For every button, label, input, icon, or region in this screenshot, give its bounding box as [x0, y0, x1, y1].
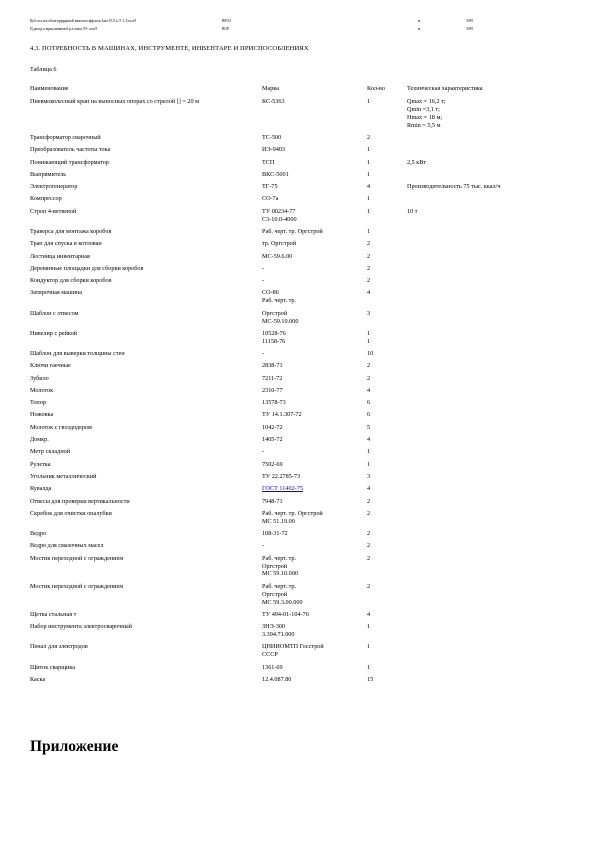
column-header-spec: Техническая характеристика — [407, 85, 483, 92]
cell-name: Трап для спуска в котлован — [30, 240, 102, 248]
cell-mark: ТУ 14.1.307-72 — [262, 411, 302, 419]
table-row — [30, 664, 570, 676]
cell-mark — [262, 485, 367, 497]
cell-name: Строп 4-ветвевой — [30, 207, 77, 215]
table-row — [30, 330, 570, 350]
cell-name: Компрессор — [30, 195, 62, 203]
cell-spec — [407, 436, 570, 448]
cell-qty: 1 — [367, 448, 371, 456]
cell-qty: 6 — [367, 399, 371, 407]
cell-spec — [407, 461, 570, 473]
cell-qty: 4 — [367, 289, 371, 297]
header-right-a-text: м — [418, 27, 421, 31]
cell-mark: СО-86 Раб. черт. тр. — [262, 289, 297, 305]
cell-name: Нивелир с рейкой — [30, 329, 77, 337]
cell-mark: ВКС-5001 — [262, 170, 289, 178]
cell-name: Топор — [30, 399, 46, 407]
cell-spec — [407, 171, 570, 183]
cell-mark: ТУ 22.2785-73 — [262, 472, 301, 480]
cell-qty: 6 — [367, 411, 371, 419]
cell-mark: 2310-77 — [262, 386, 283, 394]
cell-spec — [407, 611, 570, 623]
cell-qty: 4 — [367, 183, 371, 191]
cell-spec — [407, 240, 570, 252]
cell-name: Щиток сварщика — [30, 663, 75, 671]
header-mid-text: ВРОЗ — [222, 19, 231, 23]
table-row — [30, 253, 570, 265]
cell-spec — [407, 310, 570, 330]
cell-name: Отвесы для проверки вертикальности — [30, 497, 130, 505]
cell-qty: 1 — [367, 146, 371, 154]
cell-qty: 2 — [367, 582, 371, 590]
table-row — [30, 485, 570, 497]
cell-spec — [407, 498, 570, 510]
cell-qty: 15 — [367, 675, 374, 683]
cell-qty: 1 — [367, 207, 371, 215]
table-row — [30, 208, 570, 228]
table-row — [30, 183, 570, 195]
cell-qty: 1 — [367, 460, 371, 468]
cell-mark: 1405-72 — [262, 436, 283, 444]
equipment-table — [30, 85, 570, 688]
cell-name: Понижающий трансформатор — [30, 158, 109, 166]
cell-spec — [407, 277, 570, 289]
cell-name: Пневмоколесный кран на выносных опорах со стрелой [] = 20 м — [30, 97, 200, 105]
table-row — [30, 98, 570, 134]
cell-name: Кувалда — [30, 485, 52, 493]
header-left-text: Куб.см гн/а.облог.крррдииой мкаллгосфф:шхк Ьмл.б7.0 а.Э·.1,5.м.мЭ — [30, 19, 137, 23]
table-header-row — [30, 85, 570, 98]
cell-spec — [407, 265, 570, 277]
cell-mark: - — [262, 350, 265, 357]
cell-name: Рулетка — [30, 460, 51, 468]
cell-name: Шаблон с отвесом — [30, 309, 79, 317]
cell-name: Метр складной — [30, 448, 71, 456]
cell-mark: 1361-69 — [262, 663, 283, 671]
cell-spec — [407, 623, 570, 643]
table-row — [30, 676, 570, 688]
section-title: 4.3. ПОТРЕБНОСТЬ В МАШИНАХ, ИНСТРУМЕНТЕ, ИНВЕНТАРЕ И ПРИСПОСОБЛЕНИЯХ — [30, 45, 309, 52]
cell-name: Ведро — [30, 530, 47, 538]
table-row — [30, 436, 570, 448]
cell-qty: 1 — [367, 170, 371, 178]
cell-mark: - — [262, 277, 265, 285]
table-row — [30, 411, 570, 423]
cell-spec — [407, 350, 570, 362]
cell-mark: 108-31-72 — [262, 530, 288, 538]
table-row — [30, 310, 570, 330]
cell-qty: 4 — [367, 386, 371, 394]
cell-name: Щетка стальная т — [30, 610, 77, 618]
cell-name: Траверса для монтажа коробов — [30, 227, 112, 235]
table-row — [30, 461, 570, 473]
cell-name: Каска — [30, 675, 46, 683]
table-row — [30, 498, 570, 510]
cell-spec: 10 т — [407, 207, 418, 215]
table-row — [30, 623, 570, 643]
cell-mark: 2838-71 — [262, 362, 283, 370]
table-row — [30, 399, 570, 411]
table-row — [30, 195, 570, 207]
cell-spec — [407, 195, 570, 207]
table-row — [30, 510, 570, 530]
table-row — [30, 643, 570, 663]
cell-spec — [407, 510, 570, 530]
cell-mark: 10528-76 11158-76 — [262, 329, 286, 345]
cell-mark: ЦНИИОМТП Госстрой СССР — [262, 643, 324, 659]
cell-mark: 7948-71 — [262, 497, 283, 505]
cell-name: Набор инструмента электросварочный — [30, 623, 132, 631]
table-row — [30, 424, 570, 436]
table-row — [30, 473, 570, 485]
table-row — [30, 265, 570, 277]
cell-qty: 2 — [367, 252, 371, 260]
cell-mark: ТГ-75 — [262, 183, 278, 191]
cell-qty: 4 — [367, 485, 371, 493]
cell-qty: 1 — [367, 97, 371, 105]
cell-mark: Раб. черт. тр. Оргстрой МС 59.10.000 — [262, 554, 298, 578]
cell-qty: 1 1 — [367, 329, 371, 345]
cell-qty: 2 — [367, 509, 371, 517]
cell-qty: 2 — [367, 530, 371, 538]
cell-spec — [407, 411, 570, 423]
cell-qty: 1 — [367, 195, 371, 203]
cell-name: Мостик переходной с ограждением — [30, 582, 124, 590]
table-row — [30, 530, 570, 542]
table-row — [30, 448, 570, 460]
cell-spec — [407, 387, 570, 399]
cell-mark: МС-59.6.00 — [262, 252, 293, 260]
table-row — [30, 375, 570, 387]
cell-name: Домкр. — [30, 436, 49, 444]
cell-mark: - — [262, 448, 265, 456]
cell-qty: 1 — [367, 663, 371, 671]
cell-mark: СО-7а — [262, 195, 279, 203]
cell-name: Трансформатор сварочный — [30, 133, 101, 141]
cell-qty: 1 — [367, 623, 371, 631]
table-row — [30, 159, 570, 171]
table-row — [30, 555, 570, 583]
cell-spec — [407, 399, 570, 411]
cell-name: Шаблон для выверки толщины стен — [30, 350, 125, 357]
cell-spec — [407, 375, 570, 387]
cell-spec — [407, 473, 570, 485]
cell-qty: 4 — [367, 436, 371, 444]
cell-spec — [407, 289, 570, 309]
cell-qty: 3 — [367, 309, 371, 317]
header-right-a-text: м — [418, 19, 421, 23]
cell-qty: 2 — [367, 133, 371, 141]
table-row — [30, 134, 570, 146]
table-caption: Таблица 6 — [30, 66, 57, 73]
cell-qty: 2 — [367, 362, 371, 370]
cell-spec — [407, 583, 570, 611]
cell-name: Электрогенератор — [30, 183, 78, 191]
cell-name: Мостик переходной с ограждением — [30, 554, 124, 562]
cell-mark: Раб. черт. тр. Оргстрой — [262, 227, 323, 235]
cell-spec — [407, 676, 570, 688]
cell-name: Выпрямитель — [30, 170, 67, 178]
cell-mark: ТУ 00234-77 С3-10.0-4000 — [262, 207, 297, 223]
table-row — [30, 583, 570, 611]
column-header-mark: Марка — [262, 85, 280, 92]
cell-name: Скребок для очистки опалубки — [30, 509, 112, 517]
cell-mark: - — [262, 542, 265, 550]
header-right-b-text: Э/89 — [466, 27, 473, 31]
cell-mark: ИЭ-9403 — [262, 146, 285, 154]
cell-name: Затирочная машина — [30, 289, 83, 297]
cell-mark: 7211-72 — [262, 374, 283, 382]
table-row — [30, 611, 570, 623]
cell-spec — [407, 448, 570, 460]
table-row — [30, 228, 570, 240]
cell-mark: Раб. черт. тр. Оргстрой МС 51.19.00 — [262, 509, 323, 525]
cell-name: Угольник металлический — [30, 472, 97, 480]
cell-qty: 2 — [367, 554, 371, 562]
cell-mark: тр. Оргстрой — [262, 240, 297, 248]
appendix-heading: Приложение — [30, 738, 119, 755]
cell-name: Деревянные площадки для сборки коробов — [30, 264, 144, 272]
cell-qty: 2 — [367, 240, 371, 248]
table-row — [30, 277, 570, 289]
cell-mark: ЗНЭ-300 3.394.71.000 — [262, 623, 295, 639]
cell-qty: 4 — [367, 610, 371, 618]
cell-qty: 10 — [367, 350, 374, 357]
cell-spec — [407, 424, 570, 436]
gost-link[interactable]: ГОСТ 11402-75 — [262, 485, 303, 493]
cell-spec — [407, 530, 570, 542]
table-body — [30, 98, 570, 688]
cell-mark: 12.4.087.80 — [262, 675, 292, 683]
table-row — [30, 387, 570, 399]
cell-name: Ключи гаечные — [30, 362, 71, 370]
cell-spec: Qmax = 16,2 т; Qmin =3,1 т; Hmax = 18 м; Rmin = 5,5 м — [407, 97, 446, 129]
cell-mark: Раб. черт. тр. Оргстрой МС 59.3.00.000 — [262, 582, 303, 606]
cell-spec — [407, 146, 570, 158]
cell-spec — [407, 253, 570, 265]
cell-qty: 2 — [367, 542, 371, 550]
cell-mark: ТУ 494-01-104-76 — [262, 610, 309, 618]
cell-mark: ТСП — [262, 158, 275, 166]
cell-name: Ножовка — [30, 411, 54, 419]
cell-name: Пенал для электродов — [30, 643, 88, 651]
header-right-b-text: Э/89 — [466, 19, 473, 23]
table-row — [30, 146, 570, 158]
table-row — [30, 542, 570, 554]
cell-spec — [407, 542, 570, 554]
column-header-name: Наименование — [30, 85, 69, 92]
column-header-qty: Кол-во — [367, 85, 385, 92]
cell-qty: 1 — [367, 643, 371, 651]
table-row — [30, 171, 570, 183]
table-row — [30, 350, 570, 362]
cell-spec — [407, 555, 570, 583]
cell-mark: Оргстрой МС-59.10.000 — [262, 309, 299, 325]
cell-qty: 3 — [367, 472, 371, 480]
cell-name: Молоток с гвоздодером — [30, 423, 92, 431]
cell-spec: Производительность 75 тыс. ккал/ч — [407, 183, 501, 191]
cell-mark: 7502-69 — [262, 460, 283, 468]
cell-mark: 1042-72 — [262, 423, 283, 431]
cell-name: Кондуктор для сборки коробов — [30, 277, 112, 285]
cell-mark: - — [262, 264, 265, 272]
table-row — [30, 289, 570, 309]
cell-name: Преобразователь частоты тока — [30, 146, 111, 154]
cell-spec — [407, 664, 570, 676]
cell-mark: КС-5363 — [262, 97, 285, 105]
cell-qty: 2 — [367, 374, 371, 382]
cell-spec: 2,5 кВт — [407, 158, 427, 166]
cell-spec — [407, 330, 570, 350]
cell-mark: 13578-73 — [262, 399, 286, 407]
table-row — [30, 362, 570, 374]
cell-name: Зубило — [30, 374, 49, 382]
header-left-text: Ц:дпм.р.а·мрнслаевимоб.р.е.лекм.ЭЭ·.м.мЭ — [30, 27, 98, 31]
cell-qty: 1 — [367, 158, 371, 166]
cell-qty: 2 — [367, 497, 371, 505]
cell-name: Ведро для смазочных масел — [30, 542, 104, 550]
cell-qty: 5 — [367, 423, 371, 431]
cell-spec — [407, 228, 570, 240]
cell-spec — [407, 134, 570, 146]
cell-spec — [407, 643, 570, 663]
cell-mark: ТС-500 — [262, 133, 282, 141]
table-row — [30, 240, 570, 252]
cell-qty: 1 — [367, 227, 371, 235]
cell-name: Лестница инвентарная — [30, 252, 90, 260]
cell-qty: 2 — [367, 264, 371, 272]
cell-name: Молоток — [30, 386, 54, 394]
cell-qty: 2 — [367, 277, 371, 285]
cell-spec — [407, 362, 570, 374]
header-mid-text: ВОР — [222, 27, 229, 31]
cell-spec — [407, 485, 570, 497]
